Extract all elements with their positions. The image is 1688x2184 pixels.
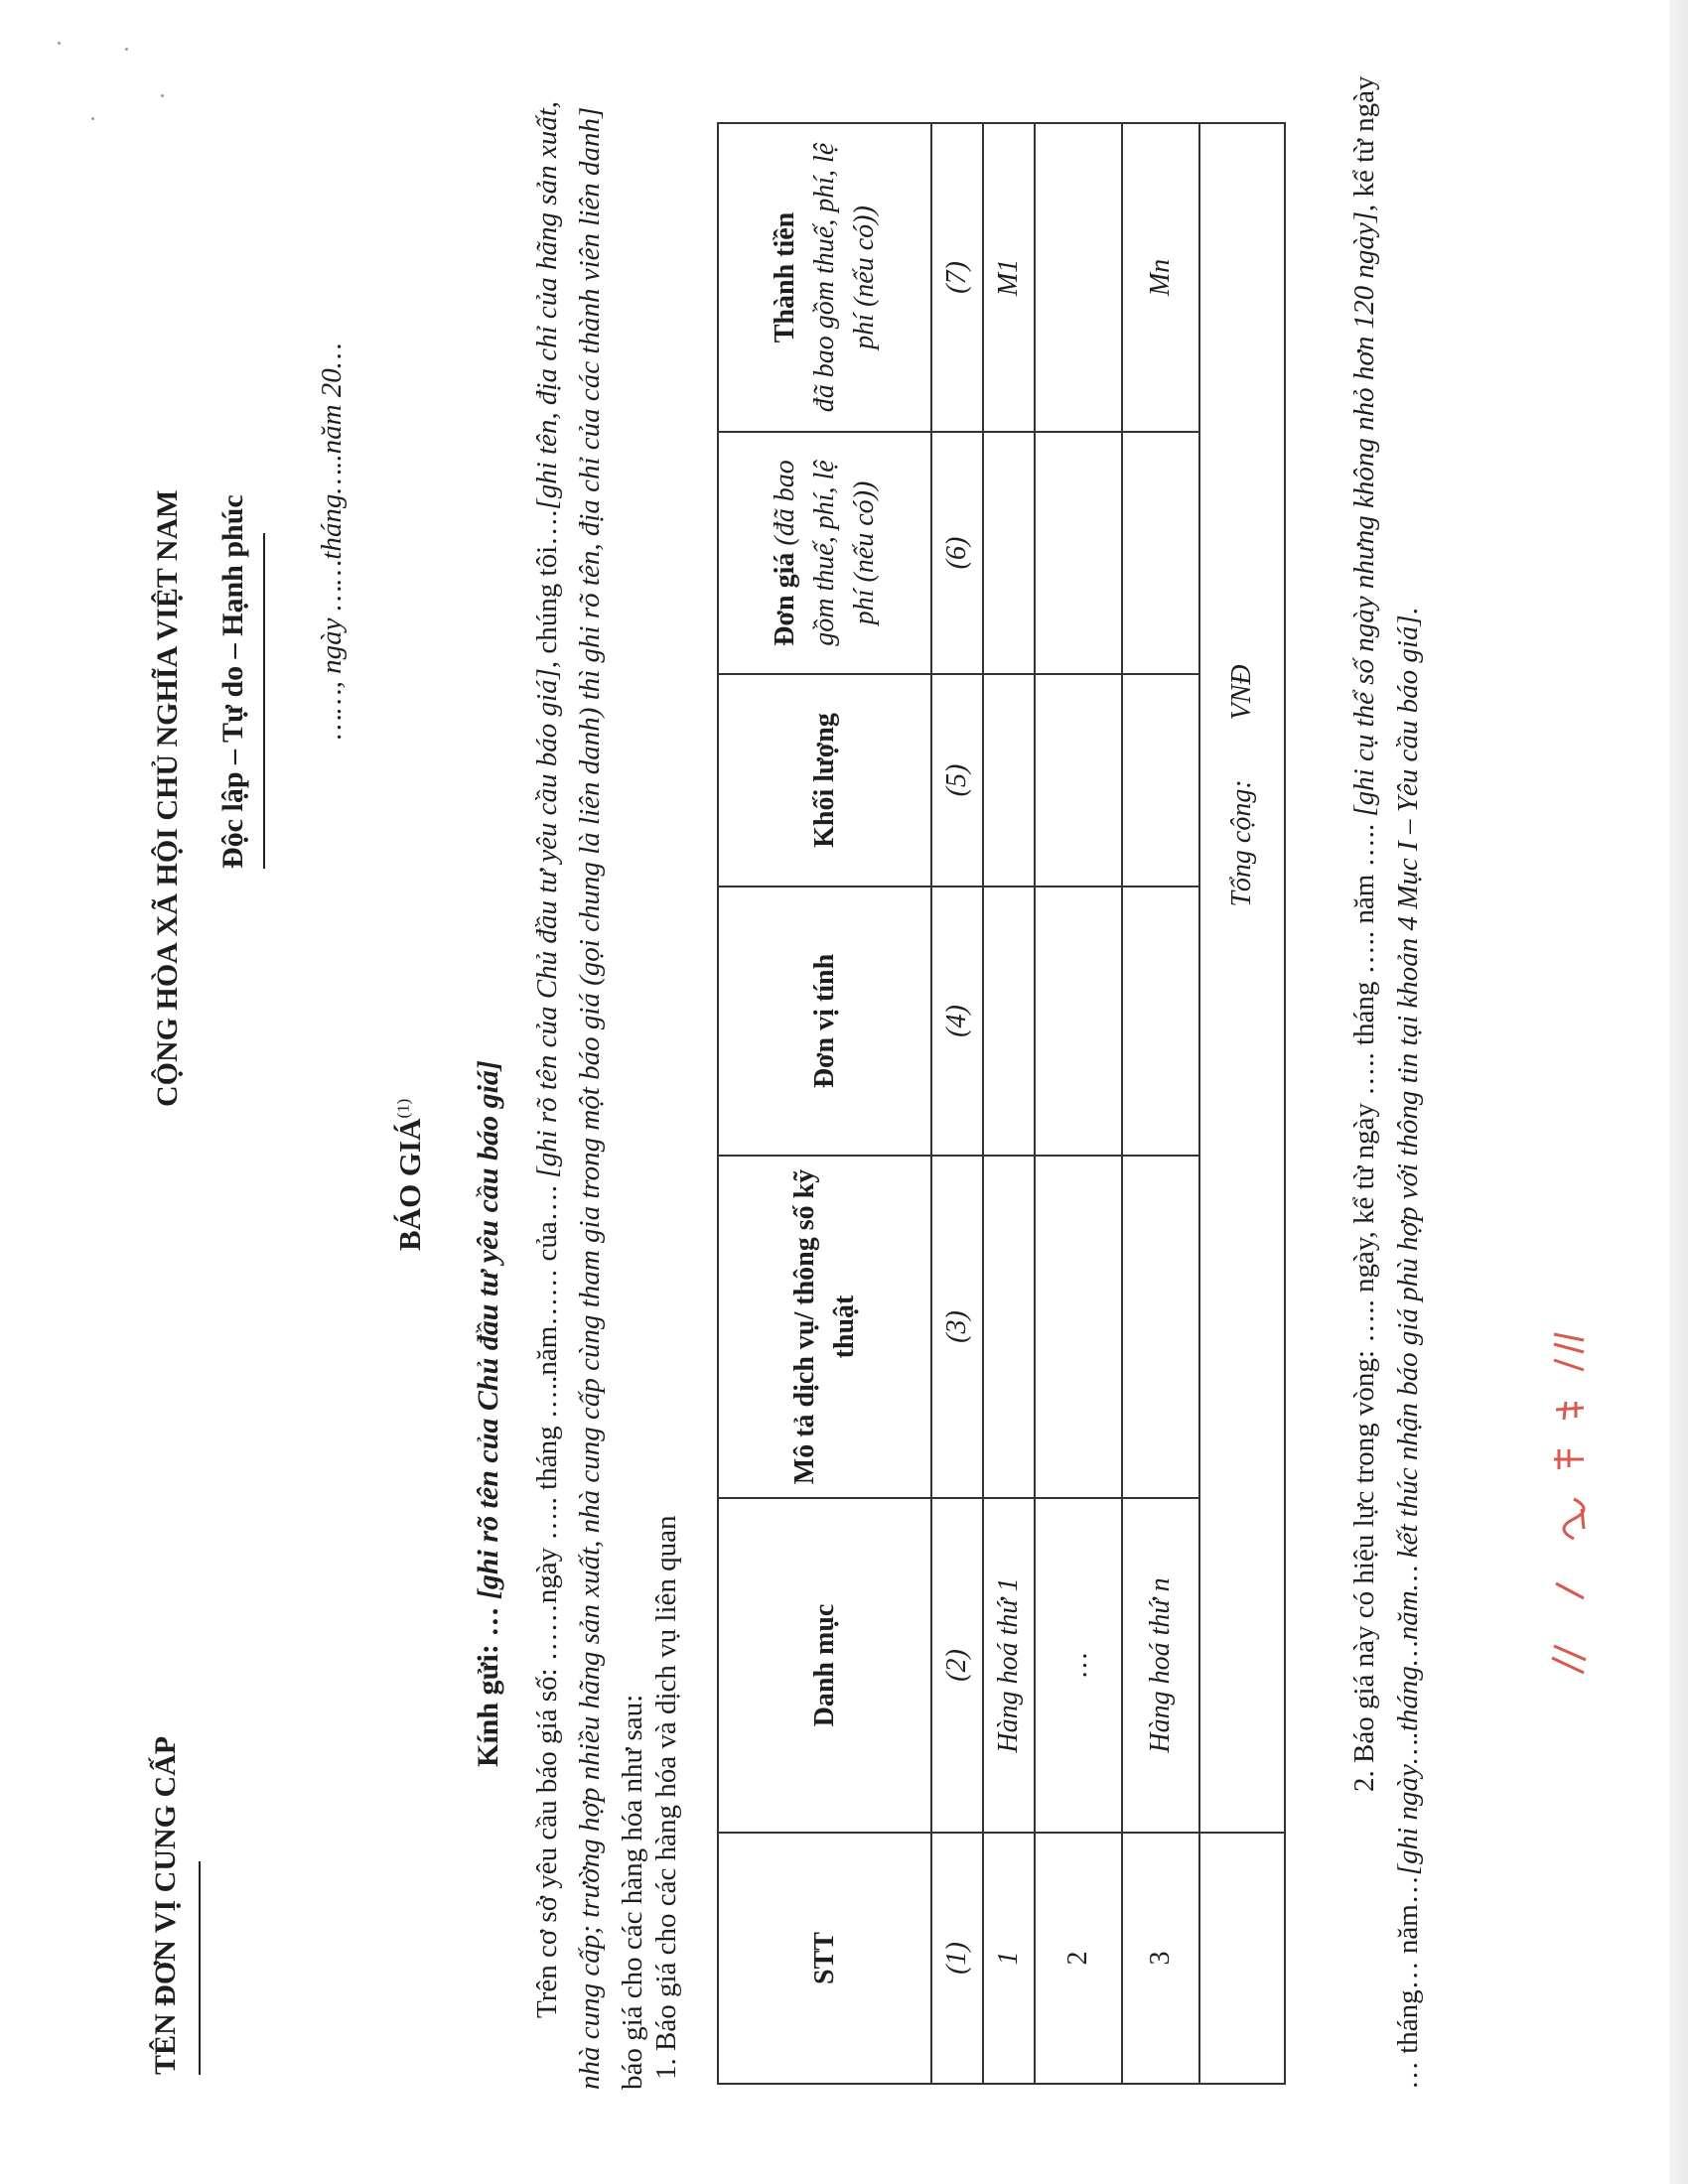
recipient-prefix: Kính gửi: …	[472, 1599, 504, 1767]
index-cell: (6)	[931, 432, 983, 674]
row-unit-price	[1122, 432, 1199, 674]
table-index-row	[931, 123, 983, 2084]
document-title	[392, 1099, 428, 1251]
place-date-line: ……, ngày ……tháng…..năm 20…	[316, 342, 348, 740]
recipient-placeholder: [ghi rõ tên của Chủ đầu tư yêu cầu báo giá]	[472, 1060, 504, 1600]
col-header-stt: STT	[718, 1833, 931, 2084]
index-cell: (5)	[931, 674, 983, 887]
row-description	[1035, 1156, 1122, 1498]
total-cell	[1199, 123, 1285, 1833]
row-amount: Mn	[1122, 123, 1199, 432]
motto-underline	[263, 533, 265, 869]
section-1-heading: 1. Báo giá cho các hàng hóa và dịch vụ liên quan	[650, 1515, 682, 2080]
table-row	[1122, 123, 1199, 2084]
sec2-text-1: 2. Báo giá này có hiệu lực trong vòng: ….. ngày, kể từ ngày ….. tháng ….. năm …..	[1348, 816, 1380, 1792]
total-label: Tổng cộng:	[1226, 779, 1257, 907]
row-stt: 3	[1122, 1833, 1199, 2084]
sec2-text-2: , kể từ ngày … tháng… năm…	[1348, 75, 1424, 2090]
red-handwritten-mark	[1544, 1320, 1602, 1678]
index-cell: (4)	[931, 887, 983, 1156]
organization-name: TÊN ĐƠN VỊ CUNG CẤP	[149, 1735, 182, 2075]
index-cell: (2)	[931, 1498, 983, 1833]
intro-text-2: , chúng tôi….	[531, 509, 563, 669]
row-unit-price	[1035, 432, 1122, 674]
row-unit	[1122, 887, 1199, 1156]
col-header-unit: Đơn vị tính	[718, 887, 931, 1156]
national-motto: Độc lập – Tự do – Hạnh phúc	[216, 494, 249, 869]
col-header-amount: Thành tiền đã bao gồm thuế, phí, lệ phí (nếu có))	[718, 123, 931, 432]
table-row	[1035, 123, 1122, 2084]
row-quantity	[983, 674, 1035, 887]
intro-text-3: báo giá cho các hàng hóa như sau:	[617, 1694, 648, 2090]
row-amount: M1	[983, 123, 1035, 432]
table-header-row	[718, 123, 931, 2084]
col-header-description: Mô tả dịch vụ/ thông số kỹ thuật	[718, 1156, 931, 1498]
sec2-placeholder-1: [ghi cụ thể số ngày nhưng không nhỏ hơn 120 ngày]	[1348, 211, 1380, 817]
title-footnote-ref: (1)	[393, 1098, 413, 1119]
intro-paragraph	[526, 84, 654, 2090]
intro-placeholder-2: [ghi tên, địa chỉ của hãng sản xuất, nhà cung cấp; trường hợp nhiều hãng sản xuất, nhà cung cấp cùng tham gia trong một báo giá (gọi chung là liên danh) thì ghi rõ tên, địa chỉ của các thành viên liên danh]	[531, 101, 606, 2090]
row-amount	[1035, 123, 1122, 432]
handwritten-mark-icon	[1544, 1320, 1594, 1678]
national-title: CỘNG HÒA XÃ HỘI CHỦ NGHĨA VIỆT NAM	[151, 489, 184, 1107]
quotation-table	[717, 122, 1286, 2085]
col-header-unit-price: Đơn giá (đã bao gồm thuế, phí, lệ phí (nếu có))	[718, 432, 931, 674]
total-currency: VNĐ	[1226, 664, 1257, 721]
row-item: Hàng hoá thứ 1	[983, 1498, 1035, 1833]
total-empty-cell	[1199, 1833, 1285, 2084]
index-cell: (1)	[931, 1833, 983, 2084]
title-text: BÁO GIÁ	[392, 1118, 427, 1251]
intro-placeholder-1: [ghi rõ tên của Chủ đầu tư yêu cầu báo giá]	[531, 668, 563, 1178]
sec2-placeholder-2: [ghi ngày….tháng…năm… kết thúc nhận báo giá phù hợp với thông tin tại khoản 4 Mục I – Yêu cầu báo giá]	[1392, 614, 1424, 1876]
table-row	[983, 123, 1035, 2084]
table-total-row	[1199, 123, 1285, 2084]
sec2-text-3: .	[1392, 608, 1424, 615]
col-header-quantity: Khối lượng	[718, 674, 931, 887]
row-stt: 2	[1035, 1833, 1122, 2084]
row-quantity	[1035, 674, 1122, 887]
row-unit	[983, 887, 1035, 1156]
index-cell: (3)	[931, 1156, 983, 1498]
row-unit-price	[983, 432, 1035, 674]
col-header-item: Danh mục	[718, 1498, 931, 1833]
row-description	[1122, 1156, 1199, 1498]
row-unit	[1035, 887, 1122, 1156]
row-description	[983, 1156, 1035, 1498]
row-stt: 1	[983, 1833, 1035, 2084]
index-cell: (7)	[931, 123, 983, 432]
intro-text-1: Trên cơ sở yêu cầu báo giá số: ……ngày ….. tháng …..năm…… của….	[531, 1177, 563, 2018]
row-quantity	[1122, 674, 1199, 887]
recipient-line	[472, 1060, 505, 1767]
row-item: Hàng hoá thứ n	[1122, 1498, 1199, 1833]
row-item: …	[1035, 1498, 1122, 1833]
organization-underline	[199, 1861, 201, 2075]
section-2-paragraph	[1342, 74, 1430, 2090]
